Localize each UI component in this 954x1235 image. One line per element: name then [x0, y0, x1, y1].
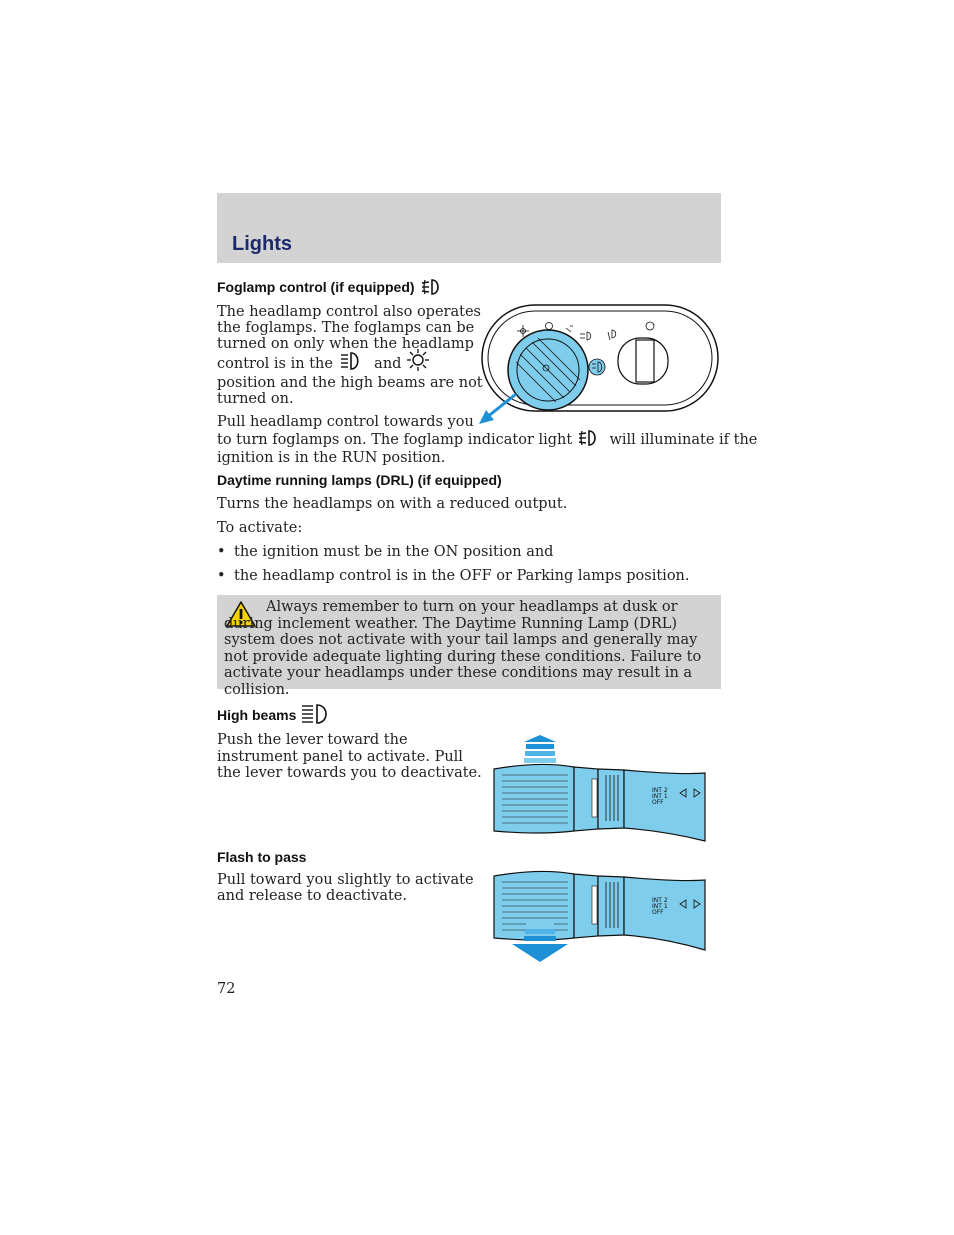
drl-bullet-1 [217, 544, 553, 560]
stalk-off-label: OFF [652, 799, 664, 806]
high-beams-line2: instrument panel to activate. Pull [217, 749, 463, 765]
drl-bullet-2 [217, 568, 690, 584]
high-beam-icon [300, 703, 332, 725]
drl-para2: To activate: [217, 520, 303, 536]
page-number: 72 [217, 981, 236, 997]
foglamp-para2-line2-text: to turn foglamps on. The foglamp indicator light [217, 432, 573, 448]
foglamp-para1-line3: turned on only when the headlamp [217, 336, 474, 352]
foglamp-para1-line1: The headlamp control also operates [217, 304, 481, 320]
foglamp-para1-line2: the foglamps. The foglamps can be [217, 320, 475, 336]
foglamp-para1-line4-text: control is in the [217, 356, 333, 372]
foglamp-para2-line1: Pull headlamp control towards you [217, 414, 474, 430]
foglamp-para1-line4 [217, 356, 430, 373]
foglamp-heading [217, 279, 442, 296]
bullet-dot: • [217, 544, 226, 560]
foglamp-para1-line5: position and the high beams are not [217, 375, 483, 391]
flash-to-pass-line1: Pull toward you slightly to activate [217, 872, 474, 888]
warning-text: Always remember to turn on your headlamps at dusk or during inclement weather. The Daytime Running Lamp (DRL) system does not activate with your tail lamps and generally may not provide adequate lighting during these conditions. Failure to activate your headlamps under these conditions may result in a collision. [224, 599, 702, 698]
high-beams-line1: Push the lever toward the [217, 732, 408, 748]
drl-heading: Daytime running lamps (DRL) (if equipped) [217, 472, 502, 488]
drl-bullet-2-text: the headlamp control is in the OFF or Parking lamps position. [234, 568, 690, 584]
bullet-dot: • [217, 568, 226, 584]
foglamp-indicator-icon [577, 429, 599, 447]
drl-para1: Turns the headlamps on with a reduced output. [217, 496, 568, 512]
stalk-int2-label: INT 2 [652, 787, 668, 794]
foglamp-para2-line3: ignition is in the RUN position. [217, 450, 446, 466]
high-beam-stalk-illustration [490, 735, 710, 845]
drl-bullet-1-text: the ignition must be in the ON position and [234, 544, 554, 560]
foglamp-para2-line2-tail: will illuminate if the [609, 432, 758, 448]
headlamp-control-illustration [476, 302, 722, 428]
foglamp-heading-text: Foglamp control (if equipped) [217, 279, 415, 295]
parking-lamp-icon [406, 348, 430, 372]
section-title: Lights [232, 233, 292, 255]
high-beams-heading-text: High beams [217, 707, 297, 723]
flash-to-pass-stalk-illustration [490, 868, 710, 968]
high-beams-line3: the lever towards you to deactivate. [217, 765, 482, 781]
flash-to-pass-line2: and release to deactivate. [217, 888, 407, 904]
stalk-int1-label: INT 1 [652, 793, 668, 800]
high-beams-heading [217, 707, 332, 725]
stalk2-off-label: OFF [652, 909, 664, 916]
headlamp-icon [338, 351, 364, 371]
foglamp-para1-and: and [374, 356, 402, 372]
stalk2-int1-label: INT 1 [652, 903, 668, 910]
foglamp-para1-line6: turned on. [217, 391, 294, 407]
flash-to-pass-heading: Flash to pass [217, 849, 307, 865]
section-header-band [217, 193, 721, 263]
foglamp-icon [420, 278, 442, 296]
stalk2-int2-label: INT 2 [652, 897, 668, 904]
foglamp-para2-line2 [217, 432, 757, 449]
